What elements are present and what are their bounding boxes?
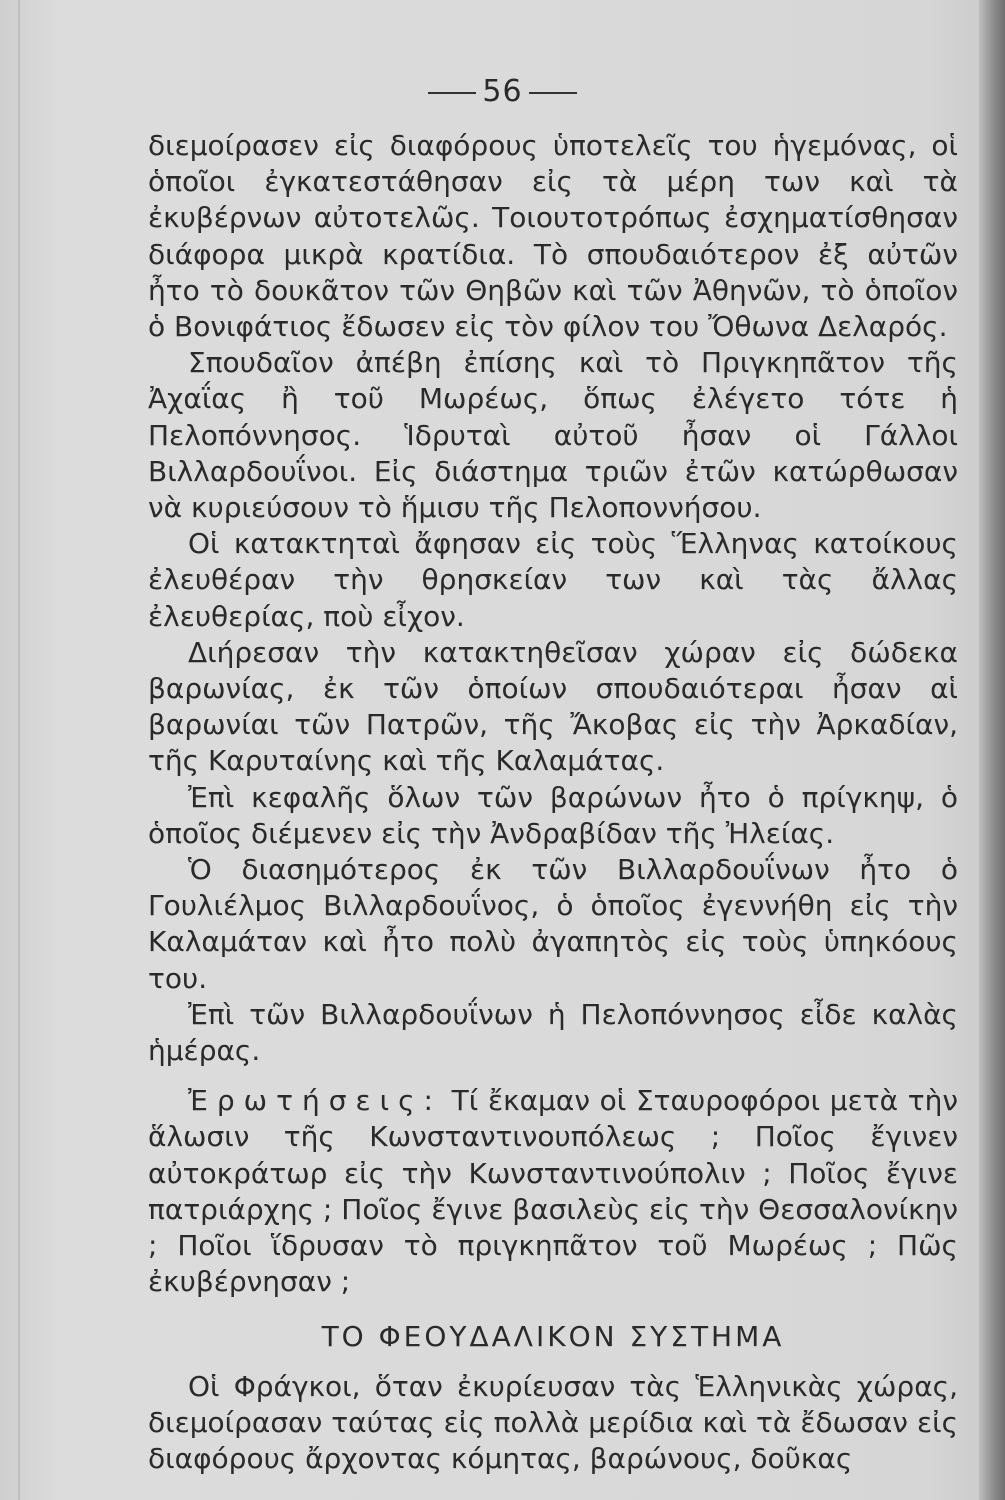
paragraph: Οἱ κατακτηταὶ ἄφησαν εἰς τοὺς Ἕλληνας κατοίκους ἐλευθέραν τὴν θρησκείαν των καὶ τὰς ἄλλας ἐλευθερίας, ποὺ εἶχον. xyxy=(148,527,958,633)
questions-text: Τί ἔκαμαν οἱ Σταυροφόροι μετὰ τὴν ἅλωσιν τῆς Κωνσταντινουπόλεως ; Ποῖος ἔγινεν αὐτοκράτωρ εἰς τὴν Κωνσταντινούπολιν ; Ποῖος ἔγινε πατριάρχης ; Ποῖος ἔγινε βασιλεὺς εἰς τὴν Θεσσαλονίκην ; Ποῖοι ἵδρυσαν τὸ πριγκηπᾶτον τοῦ Μωρέως ; Πῶς ἐκυβέρνησαν ; xyxy=(148,1084,958,1299)
page-number-dash-left xyxy=(428,92,476,94)
questions-paragraph xyxy=(148,1083,958,1300)
page-left-edge xyxy=(18,0,20,1500)
final-paragraph: Οἱ Φράγκοι, ὅταν ἐκυρίευσαν τὰς Ἑλληνικὰς χώρας, διεμοίρασαν ταύτας εἰς πολλὰ μερίδια καὶ τὰ ἔδωσαν εἰς διαφόρους ἄρχοντας κόμητας, βαρώνους, δοῦκας xyxy=(148,1369,958,1476)
page-number-value: 56 xyxy=(482,74,523,109)
paragraph: διεμοίρασεν εἰς διαφόρους ὑποτελεῖς του ἡγεμόνας, οἱ ὁποῖοι ἐγκατεστάθησαν εἰς τὰ μέρη των καὶ τὰ ἐκυβέρνων αὐτοτελῶς. Τοιουτοτρόπως ἐσχηματίσθησαν διάφορα μικρὰ κρατίδια. Τὸ σπουδαιότερον ἐξ αὐτῶν ἦτο τὸ δουκᾶτον τῶν Θηβῶν καὶ τῶν Ἀθηνῶν, τὸ ὁποῖον ὁ Βονιφάτιος ἔδωσεν εἰς τὸν φίλον του Ὄθωνα Δελαρός. xyxy=(148,129,958,344)
book-spine-shadow xyxy=(979,0,1005,1500)
questions-label: Ἐρωτήσεις: xyxy=(188,1084,442,1118)
body-text xyxy=(148,128,958,1477)
paragraph: Διήρεσαν τὴν κατακτηθεῖσαν χώραν εἰς δώδεκα βαρωνίας, ἐκ τῶν ὁποίων σπουδαιότεραι ἦσαν αἱ βαρωνίαι τῶν Πατρῶν, τῆς Ἄκοβας εἰς τὴν Ἀρκαδίαν, τῆς Καρυταίνης καὶ τῆς Καλαμάτας. xyxy=(148,635,958,778)
page-number-dash-right xyxy=(529,92,577,94)
paragraph: Ἐπὶ κεφαλῆς ὅλων τῶν βαρώνων ἦτο ὁ πρίγκηψ, ὁ ὁποῖος διέμενεν εἰς τὴν Ἀνδραβίδαν τῆς Ἠλείας. xyxy=(148,780,958,850)
paragraph: Σπουδαῖον ἀπέβη ἐπίσης καὶ τὸ Πριγκηπᾶτον τῆς Ἀχαΐας ἢ τοῦ Μωρέως, ὅπως ἐλέγετο τότε ἡ Πελοπόννησος. Ἱδρυταὶ αὐτοῦ ἦσαν οἱ Γάλλοι Βιλλαρδουΐνοι. Εἰς διάστημα τριῶν ἐτῶν κατώρθωσαν νὰ κυριεύσουν τὸ ἥμισυ τῆς Πελοποννήσου. xyxy=(148,346,958,525)
paragraph: Ἐπὶ τῶν Βιλλαρδουΐνων ἡ Πελοπόννησος εἶδε καλὰς ἡμέρας. xyxy=(148,997,958,1068)
page-number xyxy=(0,74,1005,109)
section-heading: ΤΟ ΦΕΟΥΔΑΛΙΚΟΝ ΣΥΣΤΗΜΑ xyxy=(321,1319,785,1353)
paragraph: Ὁ διασημότερος ἐκ τῶν Βιλλαρδουΐνων ἦτο ὁ Γουλιέλμος Βιλλαρδουΐνος, ὁ ὁποῖος ἐγεννήθη εἰς τὴν Καλαμάταν καὶ ἦτο πολὺ ἀγαπητὸς εἰς τοὺς ὑπηκόους του. xyxy=(148,853,958,995)
